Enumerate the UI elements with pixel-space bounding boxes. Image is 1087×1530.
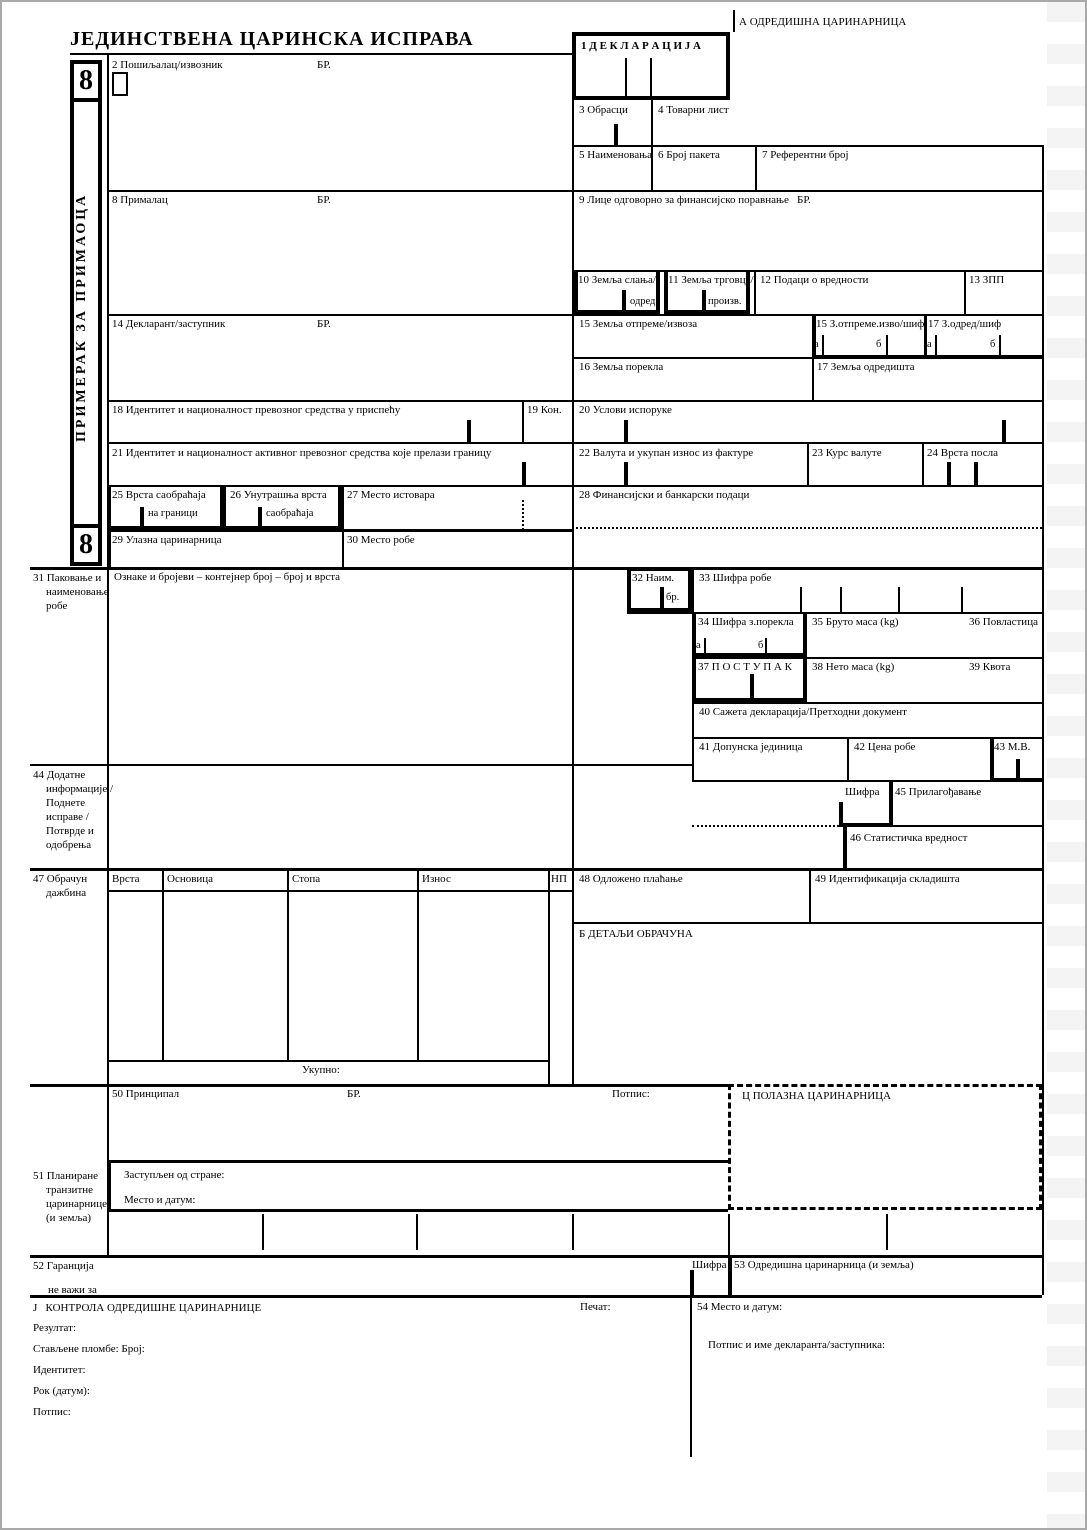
box34-a-label: а [696,640,701,651]
grid-line [30,1255,1042,1258]
control-deadline-label: Рок (датум): [33,1385,90,1397]
box38-label: 38 Нето маса (kg) [812,661,895,673]
box39-label: 39 Квота [969,661,1011,673]
grid-line [964,270,966,314]
box6-label: 6 Број пакета [658,149,720,161]
box31-marks-label: Ознаке и бројеви – контејнер број – број и врста [114,571,341,583]
dotted-tick [522,500,524,530]
grid-line [107,442,1042,444]
box17a-label: 17 З.одред/шиф [928,318,1002,330]
box16-label: 16 Земља порекла [579,361,664,373]
grid-line [809,868,811,922]
control-result-label: Резултат: [33,1322,77,1334]
box44-label-line5: Потврде и [46,825,94,837]
copy-number-top-box [70,60,102,102]
box40-label: 40 Сажета декларација/Претходни документ [699,706,907,718]
box17a-b-label: б [990,339,996,350]
grid-tick [886,335,888,355]
grid-line [417,868,419,1060]
box44-label-line4: исправе / [46,811,89,823]
box51-label-line3: царинарнице [46,1198,107,1210]
grid-tick [822,335,824,355]
copy-number-top: 8 [79,65,93,96]
box20-label: 20 Услови испоруке [579,404,672,416]
grid-tick [935,335,937,355]
box52-label: 52 Гаранција [33,1260,94,1272]
grid-tick [1002,420,1006,442]
grid-line [1042,145,1044,1295]
missing-glyph-box [112,72,128,96]
box3-label: 3 Обрасци [579,104,628,116]
dotted-line [572,527,1042,529]
box32-sub-label: бр. [666,592,680,603]
grid-line [754,270,756,314]
control-seals-label: Стављене пломбе: Број: [33,1343,145,1355]
stamp-label: Печат: [580,1301,611,1313]
box12-label: 12 Подаци о вредности [760,274,869,286]
box15a-label: 15 З.отпреме.изво/шиф [816,318,925,330]
grid-tick [999,335,1001,355]
box50-br-label: БР. [347,1088,361,1100]
box34-b-label: б [758,640,764,651]
box30-label: 30 Место робе [347,534,415,546]
grid-line [30,868,1042,871]
grid-tick [1016,759,1020,780]
grid-line [107,1060,548,1062]
box51-label-line4: (и земља) [46,1212,92,1224]
grid-tick [800,587,802,612]
grid-line [30,764,692,766]
box25-sub-label: на граници [148,508,198,519]
grid-line [30,1084,730,1087]
section-b-label: Б ДЕТАЉИ ОБРАЧУНА [579,928,693,940]
box26-label: 26 Унутрашња врста [230,489,327,501]
grid-tick [522,462,526,485]
grid-line [107,1160,728,1163]
grid-line [812,355,1042,359]
box42-label: 42 Цена робе [854,741,916,753]
grid-tick [416,1214,418,1250]
box36-label: 36 Повластица [969,616,1038,628]
grid-line [843,825,847,870]
box52-sub-label: не важи за [48,1284,97,1296]
grid-tick [839,802,843,825]
section-c-label: Ц ПОЛАЗНА ЦАРИНАРНИЦА [742,1090,892,1102]
grid-tick [974,462,978,485]
grid-tick [947,462,951,485]
box31-label-line1: 31 Паковање и [33,572,102,584]
grid-tick [467,420,471,442]
box44-label-line1: 44 Додатне [33,769,86,781]
grid-line [650,58,652,100]
form-title: ЈЕДИНСТВЕНА ЦАРИНСКА ИСПРАВА [70,28,474,50]
control-signature-label: Потпис: [33,1406,71,1418]
grid-line [924,314,927,357]
box50-label: 50 Принципал [112,1088,180,1100]
box9-label: 9 Лице одговорно за финансијско поравнање [579,194,789,206]
box19-label: 19 Кон. [527,404,562,416]
section-j-label: Ј КОНТРОЛА ОДРЕДИШНЕ ЦАРИНАРНИЦЕ [33,1302,262,1314]
box51-label-line2: транзитне [46,1184,94,1196]
grid-line [107,314,1042,316]
grid-tick [840,587,842,612]
duty-col-vrsta: Врста [112,873,140,885]
box15a-b-label: б [876,339,882,350]
grid-line [690,1270,694,1295]
grid-line [70,53,572,55]
box47-label-line2: дажбина [46,887,87,899]
section-a-label: А ОДРЕДИШНА ЦАРИНАРНИЦА [739,16,907,28]
box46-label: 46 Статистичка вредност [850,832,968,844]
box37-label: 37 П О С Т У П А К [698,661,792,673]
box5-label: 5 Наименовања [579,149,652,161]
box1-label: 1 Д Е К Л А Р А Ц И Ј А [581,40,701,52]
box9-br-label: БР. [797,194,811,206]
grid-line [30,1295,1042,1298]
grid-line [922,442,924,485]
box43-label: 43 М.В. [994,741,1031,753]
grid-line [755,145,757,190]
box45-label: 45 Прилагођавање [895,786,982,798]
box14-label: 14 Декларант/заступник [112,318,226,330]
grid-line [287,868,289,1060]
grid-line [889,780,893,825]
duty-col-osnovica: Основица [167,873,214,885]
box10-sub-label: одред. [630,296,659,307]
box50-signature-label: Потпис: [612,1088,650,1100]
grid-line [107,400,1042,402]
box15-label: 15 Земља отпреме/извоза [579,318,698,330]
box44-label-line3: Поднете [46,797,86,809]
dotted-line [692,825,839,827]
box13-label: 13 ЗПП [969,274,1005,286]
box52-code-label: Шифра [692,1259,727,1271]
box-c-dashed-frame [728,1084,1042,1210]
box44-label-line6: одобрења [46,839,92,851]
box22-label: 22 Валута и укупан износ из фактуре [579,447,754,459]
duty-col-iznos: Износ [422,873,451,885]
box33-label: 33 Шифра робе [699,572,772,584]
box54-label: 54 Место и датум: [697,1301,783,1313]
grid-tick [624,462,628,485]
box23-label: 23 Курс валуте [812,447,882,459]
box32-label: 32 Наим. [632,572,675,584]
box8-br-label: БР. [317,194,331,206]
declarant-signature-label: Потпис и име декларанта/заступника: [708,1339,886,1351]
box29-label: 29 Улазна царинарница [112,534,222,546]
grid-line [162,868,164,1060]
grid-tick [886,1214,888,1250]
box4-label: 4 Товарни лист [658,104,729,116]
grid-line [572,922,1042,924]
box25-label: 25 Врста саобраћаја [112,489,206,501]
place-date-label: Место и датум: [124,1194,196,1206]
box8-label: 8 Прималац [112,194,168,206]
grid-line [847,737,849,780]
grid-line [690,1295,692,1457]
grid-line [107,190,1042,192]
grid-line [728,1214,730,1255]
copy-number-bottom-box [70,524,102,566]
grid-tick [572,1214,574,1250]
box28-label: 28 Финансијски и банкарски подаци [579,489,750,501]
duty-total-label: Укупно: [302,1064,340,1076]
grid-line [107,890,572,892]
grid-line [812,357,814,400]
grid-tick [961,587,963,612]
box29-thick-edge [107,530,111,567]
grid-line [107,53,109,1255]
box27-label: 27 Место истовара [347,489,435,501]
duty-col-stopa: Стопа [292,873,321,885]
box11-sub-label: произв. [708,296,742,307]
grid-line [107,1209,728,1212]
box24-label: 24 Врста посла [927,447,998,459]
grid-line [30,567,1042,570]
grid-line [625,58,627,100]
box47-label-line1: 47 Обрачун [33,873,88,885]
box31-label-line2: наименовање [46,586,109,598]
box31-label-line3: робе [46,600,68,612]
control-identity-label: Идентитет: [33,1364,86,1376]
scan-edge-pattern [1047,2,1085,1528]
grid-line [692,702,1042,704]
box51-thick-edge [107,1160,111,1209]
box15a-a-label: а [814,339,819,350]
box21-label: 21 Идентитет и националност активног превозног средства које прелази границу [112,447,492,459]
box53-label: 53 Одредишна царинарница (и земља) [734,1259,914,1271]
represented-by-label: Заступљен од стране: [124,1169,225,1181]
box11-label: 11 Земља трговца/ [668,274,754,286]
grid-line [548,868,550,1084]
grid-line [728,1255,732,1295]
box45-code-label: Шифра [845,786,880,798]
grid-line [733,10,735,32]
box18-label: 18 Идентитет и националност превозног средства у приспећу [112,404,401,416]
grid-line [342,485,344,567]
grid-tick [262,1214,264,1250]
box2-label: 2 Пошиљалац/извозник [112,59,223,71]
box2-br-label: БР. [317,59,331,71]
grid-tick [624,420,628,442]
box41-label: 41 Допунска јединица [699,741,803,753]
copy-title: ПРИМЕРАК ЗА ПРИМАОЦА [74,192,89,442]
box51-label-line1: 51 Планиране [33,1170,98,1182]
box17a-a-label: а [927,339,932,350]
grid-line [572,100,574,1084]
grid-line [572,145,1042,147]
grid-tick [898,587,900,612]
box35-label: 35 Бруто маса (kg) [812,616,899,628]
box48-label: 48 Одложено плаћање [579,873,683,885]
box7-label: 7 Референтни број [762,149,849,161]
grid-line [651,100,653,190]
box14-br-label: БР. [317,318,331,330]
box49-label: 49 Идентификација складишта [815,873,960,885]
grid-tick [614,124,618,145]
grid-line [892,825,1042,827]
box26-sub-label: саобраћаја [266,508,314,519]
grid-line [807,442,809,485]
box44-label-line2: информације / [46,783,114,795]
box10-label: 10 Земља слања/ [578,274,656,286]
copy-number-bottom: 8 [79,529,93,560]
box34-label: 34 Шифра з.порекла [698,616,794,628]
grid-line [627,612,1042,614]
grid-line [522,400,524,442]
box17-label: 17 Земља одредишта [817,361,915,373]
duty-col-np: НП [551,873,567,885]
